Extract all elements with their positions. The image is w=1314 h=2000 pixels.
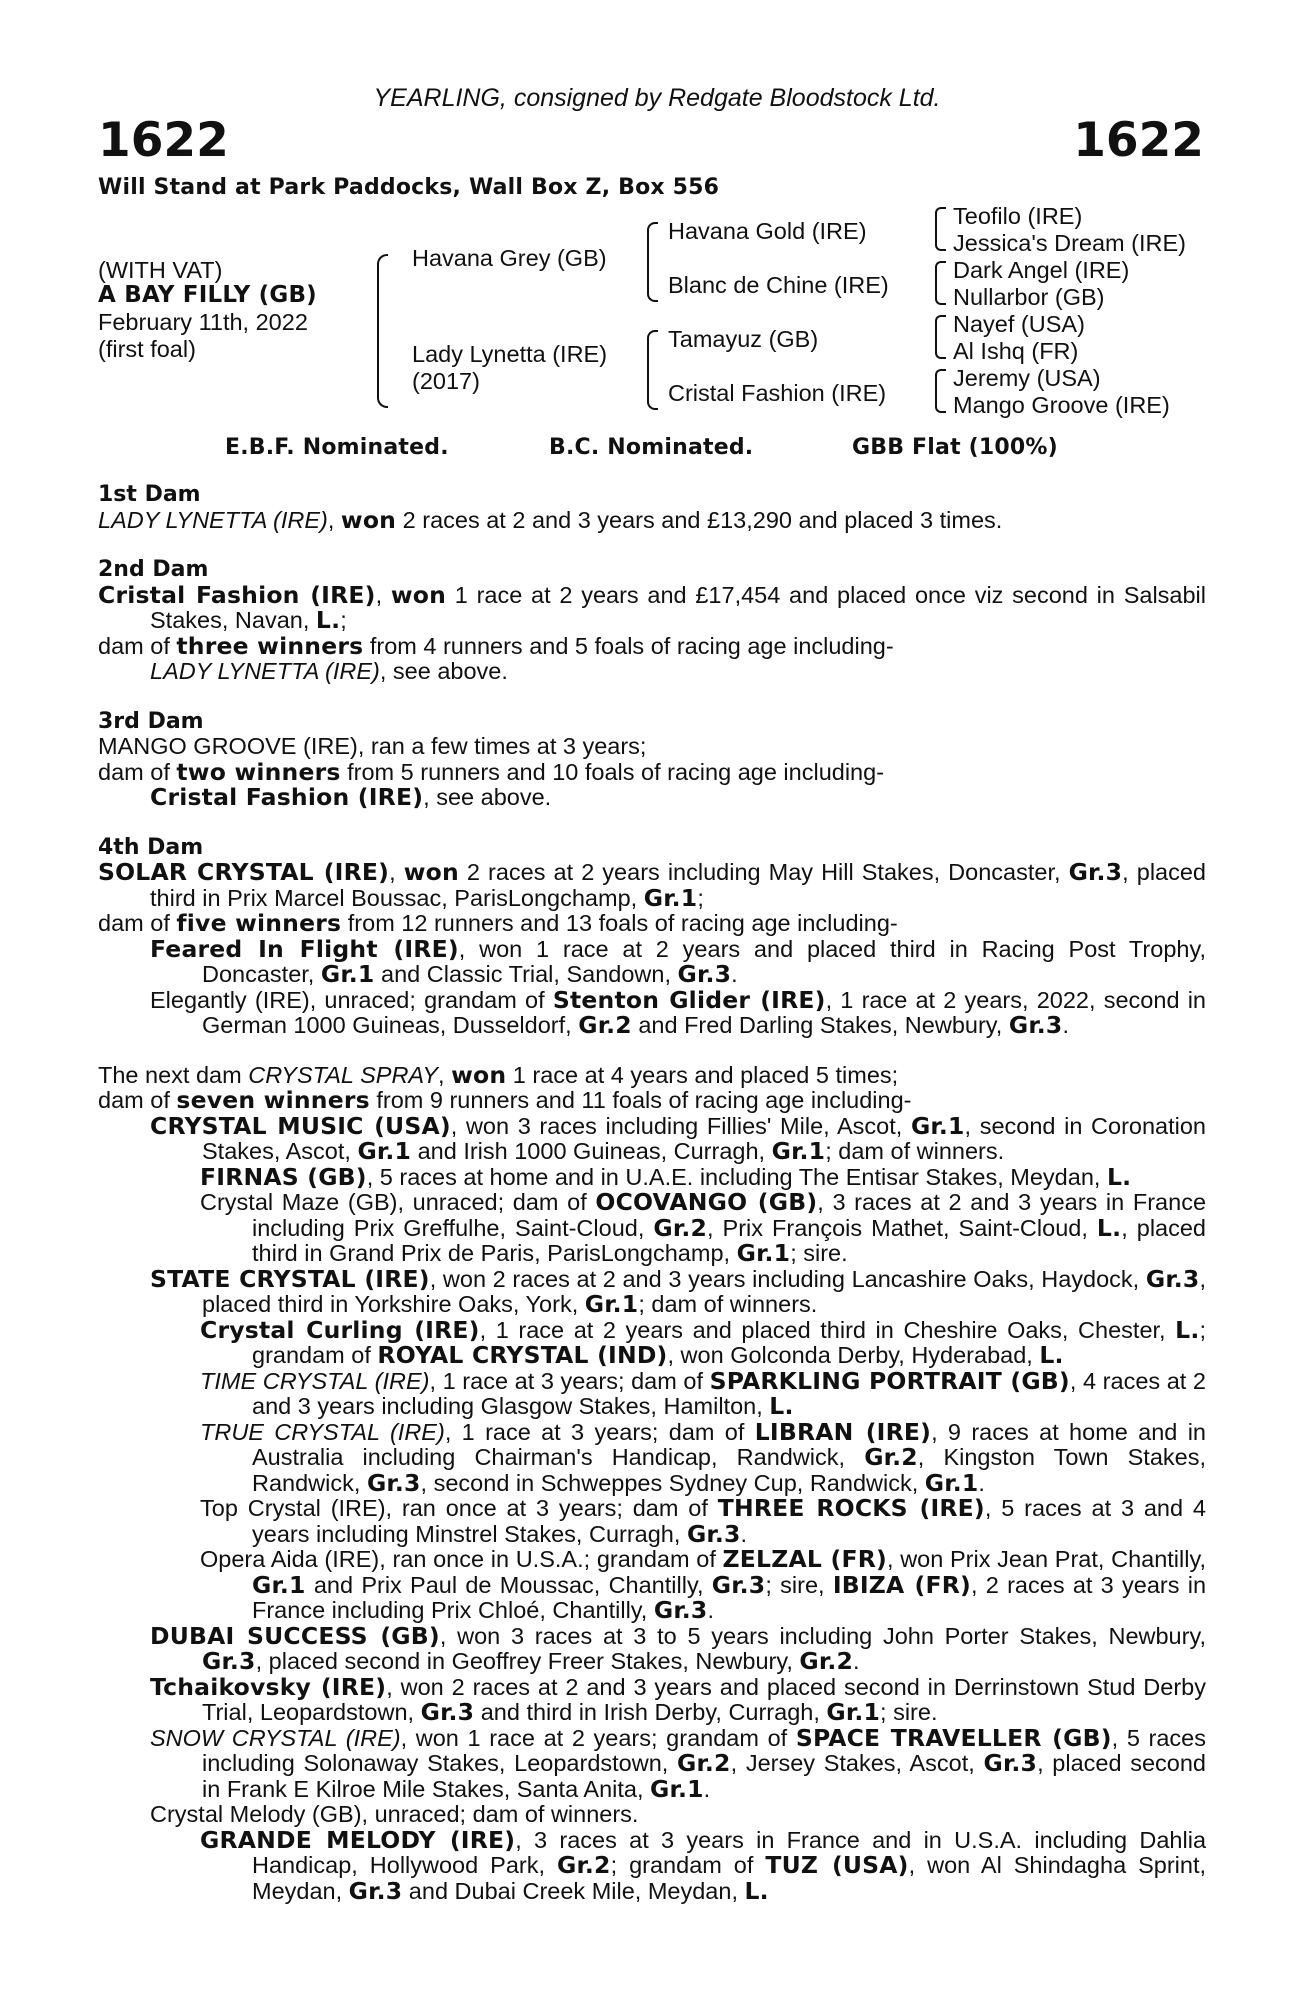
pedigree-entry (98, 734, 1206, 760)
pedigree-entry (98, 1621, 1206, 1675)
brace-2b (647, 330, 658, 410)
text-run: from 4 runners and 5 foals of racing age including- (363, 632, 894, 659)
bold-text: L. (1106, 1162, 1132, 1191)
pedigree-entry (98, 1190, 1206, 1267)
bold-text: STATE CRYSTAL (IRE) (150, 1264, 430, 1293)
brace-3a (935, 207, 946, 251)
pedigree-entry (98, 631, 1206, 660)
italic-text: LADY LYNETTA (IRE) (150, 658, 380, 684)
bold-text: L. (1175, 1315, 1200, 1344)
pedigree-entry (98, 1060, 1206, 1089)
text-run: , placed third in Prix Marcel Boussac, ParisLongchamp, (150, 859, 1206, 911)
text-run: , (375, 581, 391, 608)
ss-sire: Teofilo (IRE) (953, 203, 1083, 229)
italic-text: CRYSTAL SPRAY (248, 1061, 439, 1088)
bold-text: won (340, 505, 397, 534)
bold-text: Gr.3 (983, 1749, 1038, 1777)
text-run: , won 1 race at 2 years and placed third in Racing Post Trophy, Doncaster, (202, 935, 1206, 987)
text-run: , 9 races at home and in Australia including Chairman's Handicap, Randwick, (252, 1418, 1206, 1470)
text-run: , 1 race at 3 years; dam of (429, 1367, 710, 1394)
bold-text: Gr.1 (924, 1468, 979, 1497)
bold-text: L. (315, 606, 341, 634)
bold-text: Cristal Fashion (IRE) (98, 580, 376, 609)
text-run: , 5 races at home and in U.A.E. including The Entisar Stakes, Meydan, (366, 1163, 1107, 1190)
pedigree-entry (98, 1723, 1206, 1803)
text-run: , won 3 races at 3 to 5 years including John Porter Stakes, Newbury, (439, 1622, 1206, 1649)
text-run: and Prix Paul de Moussac, Chantilly, (305, 1571, 712, 1598)
sire-sire: Havana Gold (IRE) (668, 218, 867, 244)
bold-text: Gr.1 (826, 1698, 881, 1726)
text-run: Top Crystal (IRE), ran once at 3 years; dam of (200, 1495, 718, 1521)
italic-text: TIME CRYSTAL (IRE) (200, 1367, 430, 1394)
bold-text: Cristal Fashion (IRE) (150, 783, 424, 811)
text-run: , (327, 506, 341, 533)
text-run: dam of (98, 632, 177, 659)
bold-text: Gr.3 (1145, 1264, 1200, 1293)
text-run: , Kingston Town Stakes, Randwick, (252, 1444, 1206, 1496)
foaling-date: February 11th, 2022 (98, 309, 308, 335)
bold-text: Gr.2 (799, 1647, 854, 1675)
bold-text: L. (1096, 1213, 1122, 1242)
bold-text: Gr.3 (677, 960, 732, 988)
bold-text: ZELZAL (FR) (722, 1545, 887, 1573)
bold-text: DUBAI SUCCESS (GB) (150, 1621, 440, 1650)
pedigree-entry (98, 1496, 1206, 1547)
text-run: ; sire, (765, 1571, 833, 1598)
pedigree-entry (98, 911, 1206, 937)
bold-text: OCOVANGO (GB) (595, 1188, 818, 1216)
dam-section (98, 557, 1206, 685)
pedigree-entry (98, 1111, 1206, 1165)
text-run: , see above. (423, 784, 552, 810)
bold-text: Gr.2 (677, 1749, 731, 1777)
bold-text: SPACE TRAVELLER (GB) (795, 1723, 1112, 1752)
dam-section (98, 1060, 1207, 1905)
text-run: , won Prix Jean Prat, Chantilly, (886, 1546, 1206, 1572)
pedigree-entry (98, 985, 1206, 1039)
section-heading: 4th Dam (98, 834, 204, 860)
bold-text: Feared In Flight (IRE) (150, 934, 459, 963)
bold-text: Gr.3 (1068, 858, 1123, 886)
dam-dam: Cristal Fashion (IRE) (668, 380, 887, 406)
ds-dam: Al Ishq (FR) (953, 338, 1079, 364)
bold-text: Gr.1 (650, 1774, 704, 1803)
bold-text: two winners (176, 757, 341, 786)
bold-text: SPARKLING PORTRAIT (GB) (709, 1366, 1070, 1395)
sire-name: Havana Grey (GB) (412, 245, 607, 271)
section-heading: 3rd Dam (98, 708, 204, 734)
text-run: . (707, 1597, 714, 1623)
text-run: , 1 race at 2 years and placed third in Cheshire Oaks, Chester, (479, 1316, 1176, 1343)
dam-section (98, 835, 1206, 1039)
text-run: . (731, 961, 738, 987)
pedigree-entry (98, 1315, 1207, 1369)
text-run: Elegantly (IRE), unraced; grandam of (150, 986, 553, 1013)
text-run: The next dam (98, 1061, 249, 1088)
bold-text: Gr.3 (348, 1876, 403, 1905)
italic-text: TRUE CRYSTAL (IRE) (200, 1418, 445, 1445)
sd-sire: Dark Angel (IRE) (953, 257, 1130, 283)
text-run: and Dubai Creek Mile, Meydan, (402, 1877, 745, 1904)
bold-text: Gr.1 (736, 1239, 791, 1267)
brace-3c (935, 315, 946, 359)
text-run: and Irish 1000 Guineas, Curragh, (411, 1138, 772, 1164)
consignor-line: YEARLING, consigned by Redgate Bloodstock Ltd. (373, 84, 941, 112)
bold-text: seven winners (176, 1086, 370, 1114)
bold-text: L. (744, 1876, 769, 1905)
pedigree-entry (98, 659, 1206, 685)
bold-text: won (403, 858, 459, 886)
text-run: MANGO GROOVE (IRE), ran a few times at 3 years; (98, 733, 647, 759)
gbb-flat: GBB Flat (100%) (852, 435, 1058, 460)
pedigree-entry (98, 580, 1207, 634)
bold-text: Crystal Curling (IRE) (200, 1315, 480, 1344)
text-run: , second in Coronation Stakes, Ascot, (202, 1112, 1206, 1164)
text-run: . (853, 1648, 860, 1674)
text-run: , see above. (379, 658, 508, 684)
horse-name: A BAY FILLY (GB) (98, 282, 317, 308)
bold-text: Gr.1 (910, 1111, 965, 1140)
text-run: , won 2 races at 2 and 3 years including Lancashire Oaks, Haydock, (429, 1265, 1146, 1292)
text-run: from 9 runners and 11 foals of racing age including- (369, 1087, 912, 1113)
section-heading: 1st Dam (98, 482, 201, 507)
bold-text: Gr.3 (366, 1468, 421, 1497)
brace-1 (377, 254, 388, 408)
bold-text: LIBRAN (IRE) (754, 1417, 932, 1446)
bold-text: Gr.1 (643, 883, 698, 912)
text-run: , won Golconda Derby, Hyderabad, (667, 1342, 1040, 1368)
text-run: , won 1 race at 2 years; grandam of (400, 1724, 796, 1751)
text-run: ; sire. (790, 1240, 848, 1266)
text-run: Opera Aida (IRE), ran once in U.S.A.; grandam of (200, 1546, 723, 1572)
pedigree-entry (98, 1366, 1206, 1420)
text-run: , won Al Shindagha Sprint, Meydan, (252, 1852, 1207, 1904)
text-run: ; dam of winners. (638, 1291, 818, 1317)
bold-text: five winners (176, 909, 342, 937)
bold-text: Gr.3 (202, 1647, 256, 1675)
bold-text: SOLAR CRYSTAL (IRE) (98, 858, 390, 886)
bold-text: Gr.2 (578, 1011, 632, 1039)
pedigree-entry (98, 1264, 1206, 1318)
ds-sire: Nayef (USA) (953, 311, 1085, 337)
text-run: ; grandam of (610, 1852, 766, 1878)
text-run: , 4 races at 2 and 3 years including Glasgow Stakes, Hamilton, (252, 1367, 1206, 1419)
text-run: , 3 races at 3 years in France and in U.S.A. including Dahlia Handicap, Hollywood Park, (252, 1826, 1207, 1878)
text-run: , placed second in Geoffrey Freer Stakes, Newbury, (255, 1648, 800, 1674)
bold-text: three winners (176, 631, 364, 660)
bold-text: CRYSTAL MUSIC (USA) (150, 1111, 451, 1140)
bold-text: Gr.1 (252, 1570, 306, 1599)
text-run: . (740, 1520, 748, 1547)
bold-text: ROYAL CRYSTAL (IND) (377, 1341, 668, 1369)
text-run: ; (697, 884, 704, 911)
bold-text: Gr.1 (320, 960, 375, 988)
brace-3d (935, 369, 946, 413)
text-run: , placed second in Frank E Kilroe Mile Stakes, Santa Anita, (202, 1750, 1206, 1802)
bold-text: Stenton Glider (IRE) (552, 985, 826, 1014)
pedigree-entry (98, 1802, 1206, 1828)
bold-text: won (451, 1060, 507, 1089)
text-run: , placed third in Grand Prix de Paris, ParisLongchamp, (252, 1214, 1206, 1266)
dd-dam: Mango Groove (IRE) (953, 392, 1170, 418)
pedigree-entry (98, 505, 1206, 534)
sd-dam: Nullarbor (GB) (953, 284, 1105, 310)
text-run: dam of (98, 758, 177, 785)
text-run: Crystal Maze (GB), unraced; dam of (200, 1189, 596, 1215)
bold-text: FIRNAS (GB) (200, 1162, 367, 1191)
text-run: , 2 races at 3 years in France including Prix Chloé, Chantilly, (252, 1571, 1207, 1623)
foal-note: (first foal) (98, 336, 196, 362)
text-run: Crystal Melody (GB), unraced; dam of winners. (150, 1801, 639, 1827)
pedigree-entry (98, 785, 1206, 811)
bold-text: TUZ (USA) (765, 1851, 909, 1879)
stand-location: Will Stand at Park Paddocks, Wall Box Z, Box 556 (98, 175, 720, 200)
dam-section (98, 482, 1206, 533)
sire-dam: Blanc de Chine (IRE) (668, 272, 889, 298)
text-run: ; dam of winners. (825, 1138, 1005, 1164)
ebf-nomination: E.B.F. Nominated. (225, 435, 449, 460)
text-run: , won 3 races including Fillies' Mile, Ascot, (450, 1112, 911, 1139)
bold-text: Gr.3 (686, 1519, 741, 1548)
brace-3b (935, 261, 946, 305)
lot-number-right: 1622 (1073, 113, 1204, 168)
dam-year: (2017) (412, 368, 480, 394)
dam-name: Lady Lynetta (IRE) (412, 341, 608, 367)
text-run: 2 races at 2 and 3 years and £13,290 and placed 3 times. (396, 506, 1003, 533)
pedigree-entry (98, 1162, 1206, 1191)
bold-text: Gr.3 (420, 1698, 475, 1726)
text-run: , 3 races at 2 and 3 years in France including Prix Greffulhe, Saint-Cloud, (252, 1189, 1207, 1241)
bold-text: IBIZA (FR) (832, 1570, 971, 1599)
italic-text: SNOW CRYSTAL (IRE) (150, 1724, 401, 1751)
bold-text: GRANDE MELODY (IRE) (200, 1825, 516, 1854)
text-run: 1 race at 2 years and £17,454 and placed once viz second in Salsabil Stakes, Navan, (150, 581, 1207, 633)
text-run: and Fred Darling Stakes, Newbury, (631, 1012, 1009, 1038)
pedigree-entry (98, 1825, 1207, 1905)
text-run: and Classic Trial, Sandown, (374, 961, 678, 987)
pedigree-entry (98, 757, 1206, 786)
text-run: ; (340, 607, 347, 633)
text-run: , placed third in Yorkshire Oaks, York, (202, 1265, 1206, 1317)
pedigree-entry (98, 1088, 1206, 1114)
bold-text: L. (769, 1392, 794, 1420)
bold-text: Gr.2 (653, 1213, 707, 1242)
bold-text: Tchaikovsky (IRE) (150, 1672, 387, 1701)
italic-text: LADY LYNETTA (IRE) (98, 506, 328, 533)
dd-sire: Jeremy (USA) (953, 365, 1101, 391)
text-run: , second in Schweppes Sydney Cup, Randwick, (420, 1469, 925, 1496)
text-run: ; grandam of (252, 1316, 1207, 1368)
text-run: , Jersey Stakes, Ascot, (730, 1750, 984, 1776)
pedigree-entry (98, 934, 1206, 988)
dam-sire: Tamayuz (GB) (668, 326, 819, 352)
pedigree-entry (98, 1547, 1206, 1624)
bold-text: won (390, 580, 447, 609)
text-run: 1 race at 4 years and placed 5 times; (506, 1061, 899, 1088)
bold-text: Gr.3 (653, 1596, 708, 1624)
text-run: ; sire. (880, 1699, 938, 1725)
text-run: , 1 race at 2 years, 2022, second in German 1000 Guineas, Dusseldorf, (202, 986, 1206, 1038)
vat-note: (WITH VAT) (98, 257, 223, 283)
text-run: from 12 runners and 13 foals of racing age including- (341, 910, 898, 936)
bold-text: Gr.3 (711, 1570, 766, 1599)
section-heading: 2nd Dam (98, 557, 209, 582)
bold-text: THREE ROCKS (IRE) (717, 1494, 985, 1522)
text-run: and third in Irish Derby, Curragh, (474, 1699, 827, 1725)
text-run: 2 races at 2 years including May Hill Stakes, Doncaster, (458, 859, 1069, 885)
text-run: dam of (98, 910, 177, 936)
bold-text: Gr.2 (864, 1443, 918, 1471)
text-run: , 5 races including Solonaway Stakes, Leopardstown, (202, 1724, 1206, 1776)
text-run: . (1062, 1012, 1069, 1038)
text-run: , 1 race at 3 years; dam of (444, 1418, 755, 1445)
bold-text: Gr.2 (556, 1851, 611, 1879)
text-run: , (389, 859, 404, 885)
pedigree-entry (98, 860, 1206, 911)
pedigree-entry (98, 1672, 1206, 1726)
text-run: , Prix François Mathet, Saint-Cloud, (707, 1214, 1097, 1241)
text-run: dam of (98, 1087, 177, 1113)
bc-nomination: B.C. Nominated. (549, 435, 754, 460)
lot-number-left: 1622 (98, 113, 229, 168)
bold-text: Gr.1 (584, 1290, 639, 1318)
text-run: from 5 runners and 10 foals of racing age including- (340, 758, 885, 785)
bold-text: Gr.1 (771, 1137, 826, 1165)
text-run: , 5 races at 3 and 4 years including Minstrel Stakes, Curragh, (252, 1495, 1206, 1547)
bold-text: L. (1039, 1341, 1064, 1369)
dam-section (98, 709, 1206, 811)
text-run: , won 2 races at 2 and 3 years and placed second in Derrinstown Stud Derby Trial, Leopardstown, (202, 1673, 1206, 1725)
brace-2a (647, 222, 658, 302)
text-run: . (978, 1469, 985, 1496)
pedigree-entry (98, 1417, 1206, 1497)
text-run: , (438, 1061, 452, 1088)
text-run: . (703, 1775, 711, 1802)
catalogue-body (98, 482, 1206, 1904)
bold-text: Gr.3 (1008, 1011, 1063, 1039)
bold-text: Gr.1 (357, 1137, 412, 1165)
ss-dam: Jessica's Dream (IRE) (953, 230, 1186, 256)
